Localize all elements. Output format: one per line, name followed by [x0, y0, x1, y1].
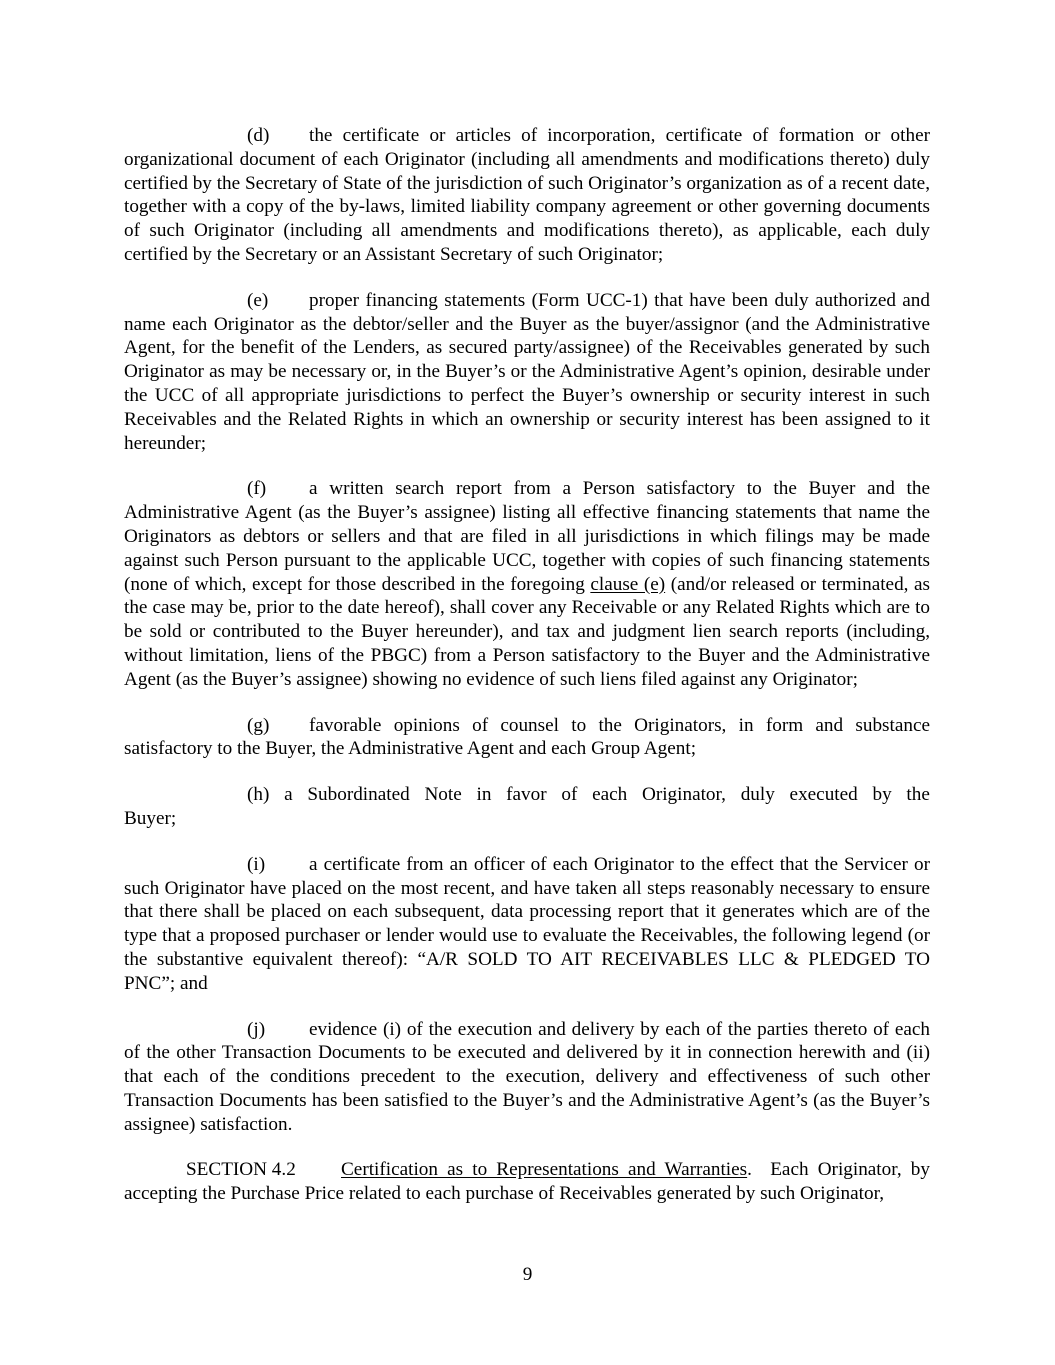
word: Subordinated	[307, 784, 410, 806]
section-4-2	[124, 1158, 935, 1206]
paragraph-label: (j)	[247, 1018, 266, 1040]
paragraph-f	[124, 477, 930, 691]
section-text: Each Originator, by accepting the Purchase Price related to each purchase of Receivables generated by such Originator,	[124, 1159, 935, 1205]
paragraph-label: (f)	[247, 478, 267, 500]
paragraph-text: evidence (i) of the execution and delivery by each of the parties thereto of each of the other Transaction Documents to be executed and delivered by it in connection herewith and (ii) that each of the conditions precedent to the execution, delivery and effectiveness of such other Transaction Documents has been satisfied to the Buyer’s and the Administrative Agent’s (as the Buyer’s assignee) satisfaction.	[124, 1018, 930, 1135]
section-heading: Certification as to Representations and Warranties	[341, 1159, 748, 1181]
paragraph-text-continued: (and/or released or terminated, as the case may be, prior to the date hereof), shall cover any Receivable or any Related Rights which are to be sold or contributed to the Buyer hereunder), and tax and judgment lien search reports (including, without limitation, liens of the PBGC) from a Person satisfactory to the Buyer and the Administrative Agent (as the Buyer’s assignee) showing no evidence of such liens filed against any Originator;	[124, 573, 931, 690]
paragraph-text: a written search report from a Person satisfactory to the Buyer and the Administrative Agent (as the Buyer’s assignee) listing all effective financing statements that name the Originators as debtors or sellers and that are filed in all jurisdictions in which filings may be made against such Person pursuant to the applicable UCC, together with copies of such financing statements (none of which, except for those described in the foregoing	[124, 478, 930, 595]
section-heading-end: .	[747, 1159, 752, 1181]
word: Originator,	[641, 784, 726, 806]
word: Note	[424, 784, 462, 806]
paragraph-label: (g)	[247, 714, 270, 736]
paragraph-text: a certificate from an officer of each Originator to the effect that the Servicer or such Originator have placed on the most recent, and have taken all steps reasonably necessary to ensure that there shall be placed on each subsequent, data processing report that it generates which are of the type that a proposed purchaser or lender would use to evaluate the Receivables, the following legend (or the substantive equivalent thereof): “A/R SOLD TO AIT RECEIVABLES LLC & PLEDGED TO PNC”; and	[124, 853, 930, 994]
paragraph-i	[124, 853, 930, 996]
word: favor	[506, 784, 547, 806]
word: executed	[789, 784, 858, 806]
paragraph-d	[124, 124, 930, 267]
paragraph-label: (i)	[247, 853, 266, 875]
paragraph-h-continuation: Buyer;	[124, 807, 177, 829]
word: in	[476, 784, 492, 806]
paragraph-j	[124, 1018, 930, 1137]
paragraph-text: proper financing statements (Form UCC-1) that have been duly authorized and name each Originator as the debtor/seller and the Buyer as the buyer/assignor (and the Administrative Agent, for the benefit of the Lenders, as secured party/assignee) of the Receivables generated by such Originator as may be necessary or, in the Buyer’s or the Administrative Agent’s opinion, desirable under the UCC of all appropriate jurisdictions to perfect the Buyer’s ownership or security interest in such Receivables and the Related Rights in which an ownership or security interest has been assigned to it hereunder;	[124, 289, 930, 454]
paragraph-label: (e)	[247, 289, 269, 311]
section-number: SECTION 4.2	[186, 1159, 296, 1181]
document-body	[124, 124, 935, 1228]
paragraph-label: (d)	[247, 125, 270, 146]
page-number: 9	[522, 1264, 533, 1285]
word: each	[592, 784, 628, 806]
word: the	[906, 784, 930, 806]
paragraph-h-first-line	[124, 783, 930, 807]
paragraph-e	[124, 289, 930, 456]
paragraph-h	[124, 783, 930, 831]
word: duly	[740, 784, 775, 806]
word: of	[561, 784, 578, 806]
paragraph-text: favorable opinions of counsel to the Originators, in form and substance satisfactory to the Buyer, the Administrative Agent and each Group Agent;	[124, 714, 930, 760]
clause-e-reference: clause (e)	[590, 573, 666, 595]
paragraph-text: the certificate or articles of incorporation, certificate of formation or other organizational document of each Originator (including all amendments and modifications thereto) duly certified by the Secretary of State of the jurisdiction of such Originator’s organization as of a recent date, together with a copy of the by-laws, limited liability company agreement or other governing documents of such Originator (including all amendments and modifications thereto), as applicable, each duly certified by the Secretary or an Assistant Secretary of such Originator;	[124, 125, 930, 265]
word: by	[872, 784, 892, 806]
paragraph-g	[124, 714, 930, 762]
word: a	[284, 784, 293, 806]
paragraph-label: (h)	[247, 784, 270, 806]
